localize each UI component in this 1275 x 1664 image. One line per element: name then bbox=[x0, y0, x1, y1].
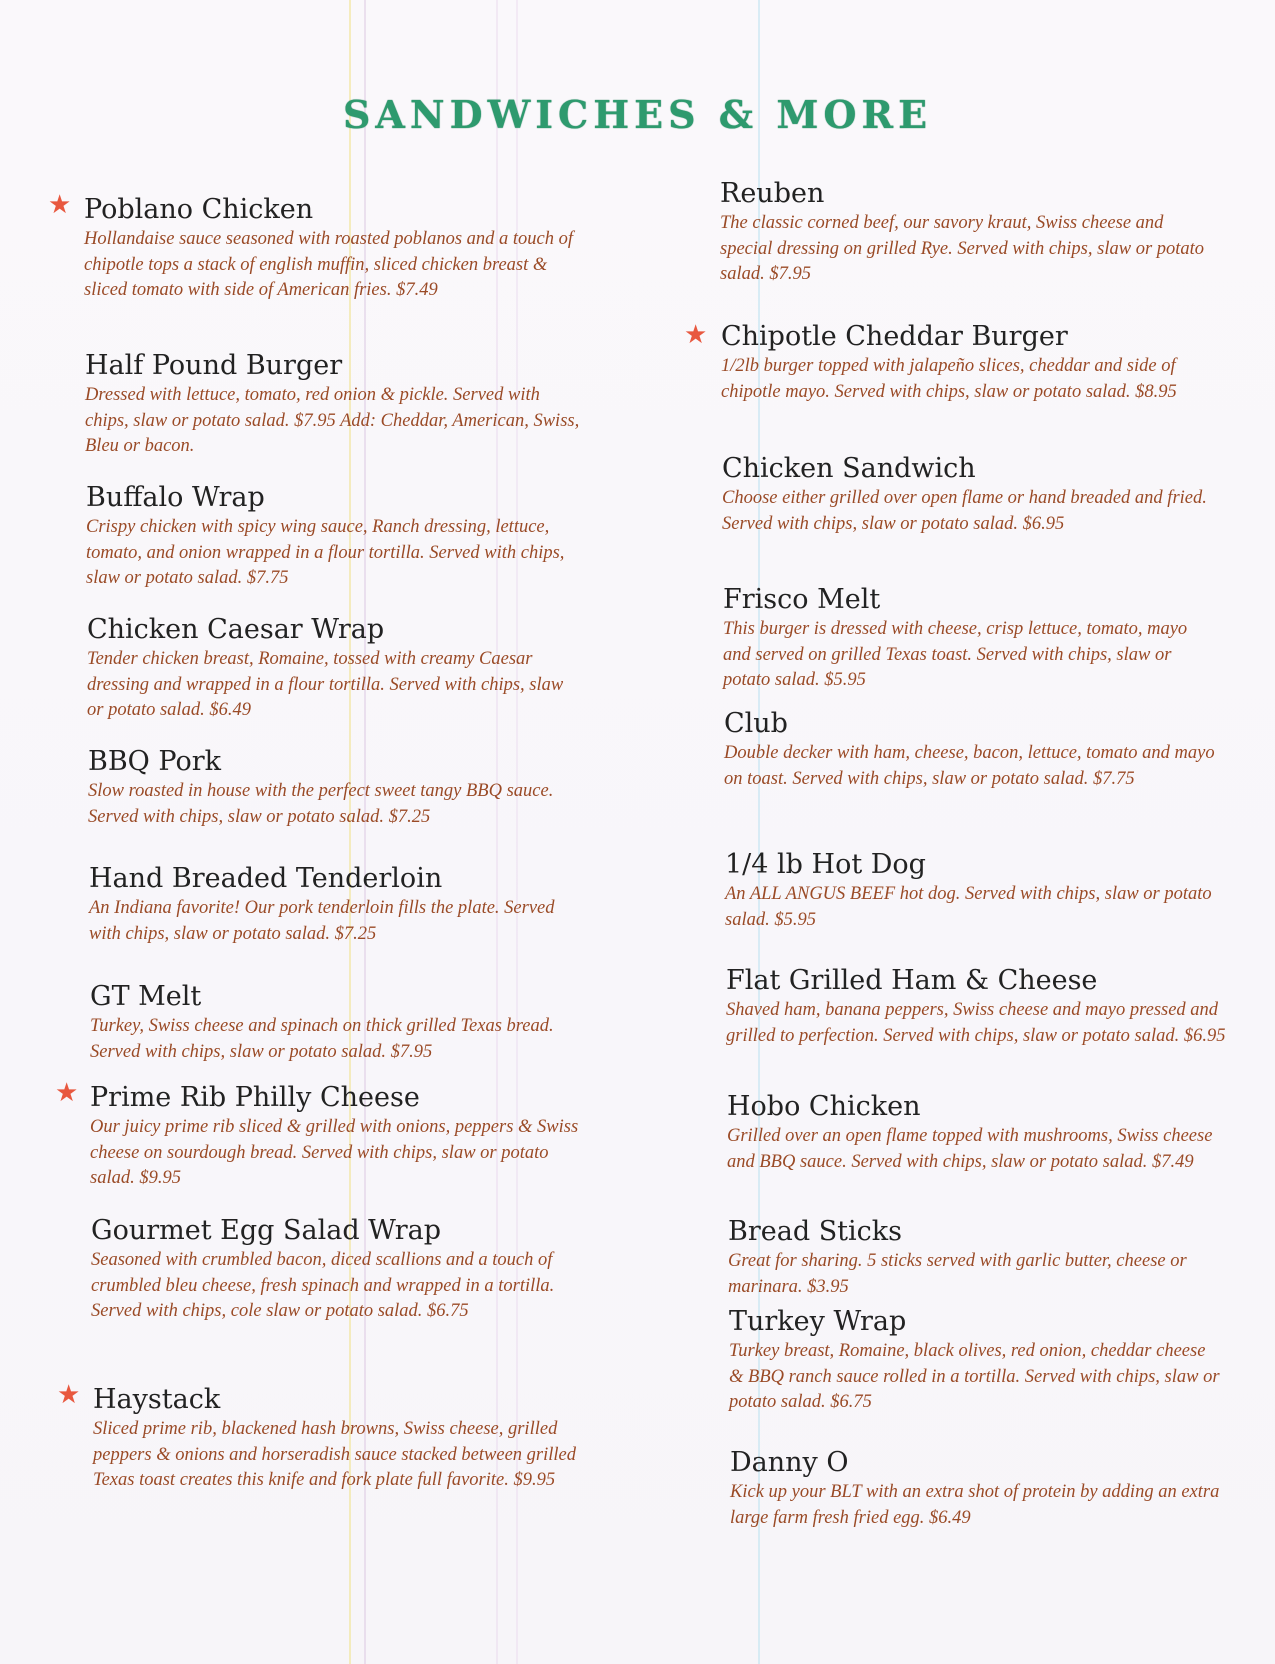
menu-item bbox=[722, 452, 1217, 537]
menu-item bbox=[84, 193, 584, 304]
menu-item bbox=[721, 320, 1211, 405]
menu-item-description: Sliced prime rib, blackened hash browns, Swiss cheese, grilled peppers & onions and horseradish sauce stacked between grilled Texas toast creates this knife and fork plate full favorite. $9.95 bbox=[93, 1419, 576, 1490]
menu-item-name: Poblano Chicken bbox=[84, 194, 314, 225]
featured-star-icon: ★ bbox=[684, 320, 708, 350]
menu-item-name: Half Pound Burger bbox=[85, 350, 343, 381]
menu-item-name: Turkey Wrap bbox=[729, 1306, 907, 1337]
menu-item-description: Shaved ham, banana peppers, Swiss cheese and mayo pressed and grilled to perfection. Served with chips, slaw or potato salad. $6.95 bbox=[726, 1000, 1226, 1046]
menu-item bbox=[730, 1446, 1220, 1531]
menu-item-description: The classic corned beef, our savory kraut, Swiss cheese and special dressing on grilled Rye. Served with chips, slaw or potato salad. $7.95 bbox=[720, 213, 1205, 284]
menu-item bbox=[86, 481, 586, 592]
menu-item-name: Chipotle Cheddar Burger bbox=[721, 321, 1068, 352]
menu-item bbox=[724, 707, 1219, 792]
menu-item-name: GT Melt bbox=[90, 981, 202, 1012]
menu-item-name: Prime Rib Philly Cheese bbox=[90, 1082, 420, 1113]
menu-item-description: Tender chicken breast, Romaine, tossed with creamy Caesar dressing and wrapped in a flour tortilla. Served with chips, slaw or potato salad. $6.49 bbox=[87, 649, 564, 720]
menu-item-name: Bread Sticks bbox=[728, 1216, 903, 1247]
menu-item-name: Danny O bbox=[730, 1447, 849, 1478]
menu-item-name: Buffalo Wrap bbox=[86, 482, 265, 513]
menu-item-name: Haystack bbox=[93, 1384, 221, 1415]
menu-item-description: Our juicy prime rib sliced & grilled with onions, peppers & Swiss cheese on sourdough bread. Served with chips, slaw or potato salad. $9.95 bbox=[90, 1117, 579, 1188]
menu-item bbox=[728, 1215, 1223, 1300]
menu-item-name: Gourmet Egg Salad Wrap bbox=[91, 1215, 442, 1246]
menu-item-name: Reuben bbox=[720, 178, 825, 209]
menu-item-description: Great for sharing. 5 sticks served with garlic butter, cheese or marinara. $3.95 bbox=[728, 1251, 1187, 1297]
menu-item-description: Kick up your BLT with an extra shot of protein by adding an extra large farm fresh fried egg. $6.49 bbox=[730, 1482, 1220, 1528]
menu-item-description: Seasoned with crumbled bacon, diced scallions and a touch of crumbled bleu cheese, fresh spinach and wrapped in a tortilla. Served with chips, cole slaw or potato salad. $6.75 bbox=[91, 1250, 555, 1321]
featured-star-icon: ★ bbox=[57, 1380, 81, 1410]
menu-item-description: An Indiana favorite! Our pork tenderloin fills the plate. Served with chips, slaw or potato salad. $7.25 bbox=[89, 898, 555, 944]
menu-item-name: Frisco Melt bbox=[723, 584, 881, 615]
menu-item-description: Grilled over an open flame topped with mushrooms, Swiss cheese and BBQ sauce. Served with chips, slaw or potato salad. $7.49 bbox=[727, 1126, 1213, 1172]
menu-item bbox=[720, 177, 1215, 288]
menu-item-description: Turkey, Swiss cheese and spinach on thick grilled Texas bread. Served with chips, slaw or potato salad. $7.95 bbox=[90, 1016, 554, 1062]
menu-item bbox=[723, 583, 1218, 694]
menu-item-description: Hollandaise sauce seasoned with roasted poblanos and a touch of chipotle tops a stack of english muffin, sliced chicken breast & sliced tomato with side of American fries. $7.49 bbox=[84, 229, 574, 300]
menu-item bbox=[91, 1214, 571, 1325]
menu-item-description: 1/2lb burger topped with jalapeño slices, cheddar and side of chipotle mayo. Served with chips, slaw or potato salad. $8.95 bbox=[721, 356, 1177, 402]
menu-item-description: Slow roasted in house with the perfect sweet tangy BBQ sauce. Served with chips, slaw or potato salad. $7.25 bbox=[88, 781, 554, 827]
menu-item-name: Chicken Sandwich bbox=[722, 453, 976, 484]
featured-star-icon: ★ bbox=[55, 1078, 79, 1108]
menu-item-description: Crispy chicken with spicy wing sauce, Ranch dressing, lettuce, tomato, and onion wrapped in a flour tortilla. Served with chips, slaw or potato salad. $7.75 bbox=[86, 517, 565, 588]
menu-item-description: Choose either grilled over open flame or hand breaded and fried. Served with chips, slaw or potato salad. $6.95 bbox=[722, 488, 1207, 534]
menu-item-name: Hobo Chicken bbox=[727, 1091, 921, 1122]
menu-item-description: An ALL ANGUS BEEF hot dog. Served with chips, slaw or potato salad. $5.95 bbox=[725, 884, 1212, 930]
menu-item bbox=[85, 349, 585, 460]
menu-item-description: Dressed with lettuce, tomato, red onion & pickle. Served with chips, slaw or potato salad. $7.95 Add: Cheddar, American, Swiss, Bleu or bacon. bbox=[85, 385, 580, 456]
menu-item-name: 1/4 lb Hot Dog bbox=[725, 849, 926, 880]
featured-star-icon: ★ bbox=[48, 190, 72, 220]
menu-item bbox=[729, 1305, 1224, 1416]
menu-item bbox=[726, 964, 1236, 1049]
menu-item bbox=[725, 848, 1220, 933]
menu-item-description: This burger is dressed with cheese, crisp lettuce, tomato, mayo and served on grilled Texas toast. Served with chips, slaw or potato salad. $5.95 bbox=[723, 619, 1188, 690]
menu-item-description: Turkey breast, Romaine, black olives, red onion, cheddar cheese & BBQ ranch sauce rolled in a tortilla. Served with chips, slaw or potato salad. $6.75 bbox=[729, 1341, 1220, 1412]
menu-item-description: Double decker with ham, cheese, bacon, lettuce, tomato and mayo on toast. Served with chips, slaw or potato salad. $7.75 bbox=[724, 743, 1215, 789]
menu-item bbox=[727, 1090, 1222, 1175]
menu-item-name: Chicken Caesar Wrap bbox=[87, 614, 385, 645]
menu-item bbox=[89, 862, 589, 947]
menu-item bbox=[88, 745, 588, 830]
menu-item-name: Hand Breaded Tenderloin bbox=[89, 863, 443, 894]
menu-item-name: Flat Grilled Ham & Cheese bbox=[726, 965, 1098, 996]
page-title: SANDWICHES & MORE bbox=[342, 92, 933, 137]
menu-item bbox=[90, 980, 590, 1065]
menu-item bbox=[90, 1081, 590, 1192]
menu-item bbox=[87, 613, 577, 724]
menu-item-name: Club bbox=[724, 708, 788, 739]
menu-item-name: BBQ Pork bbox=[88, 746, 221, 777]
menu-item bbox=[93, 1383, 583, 1494]
